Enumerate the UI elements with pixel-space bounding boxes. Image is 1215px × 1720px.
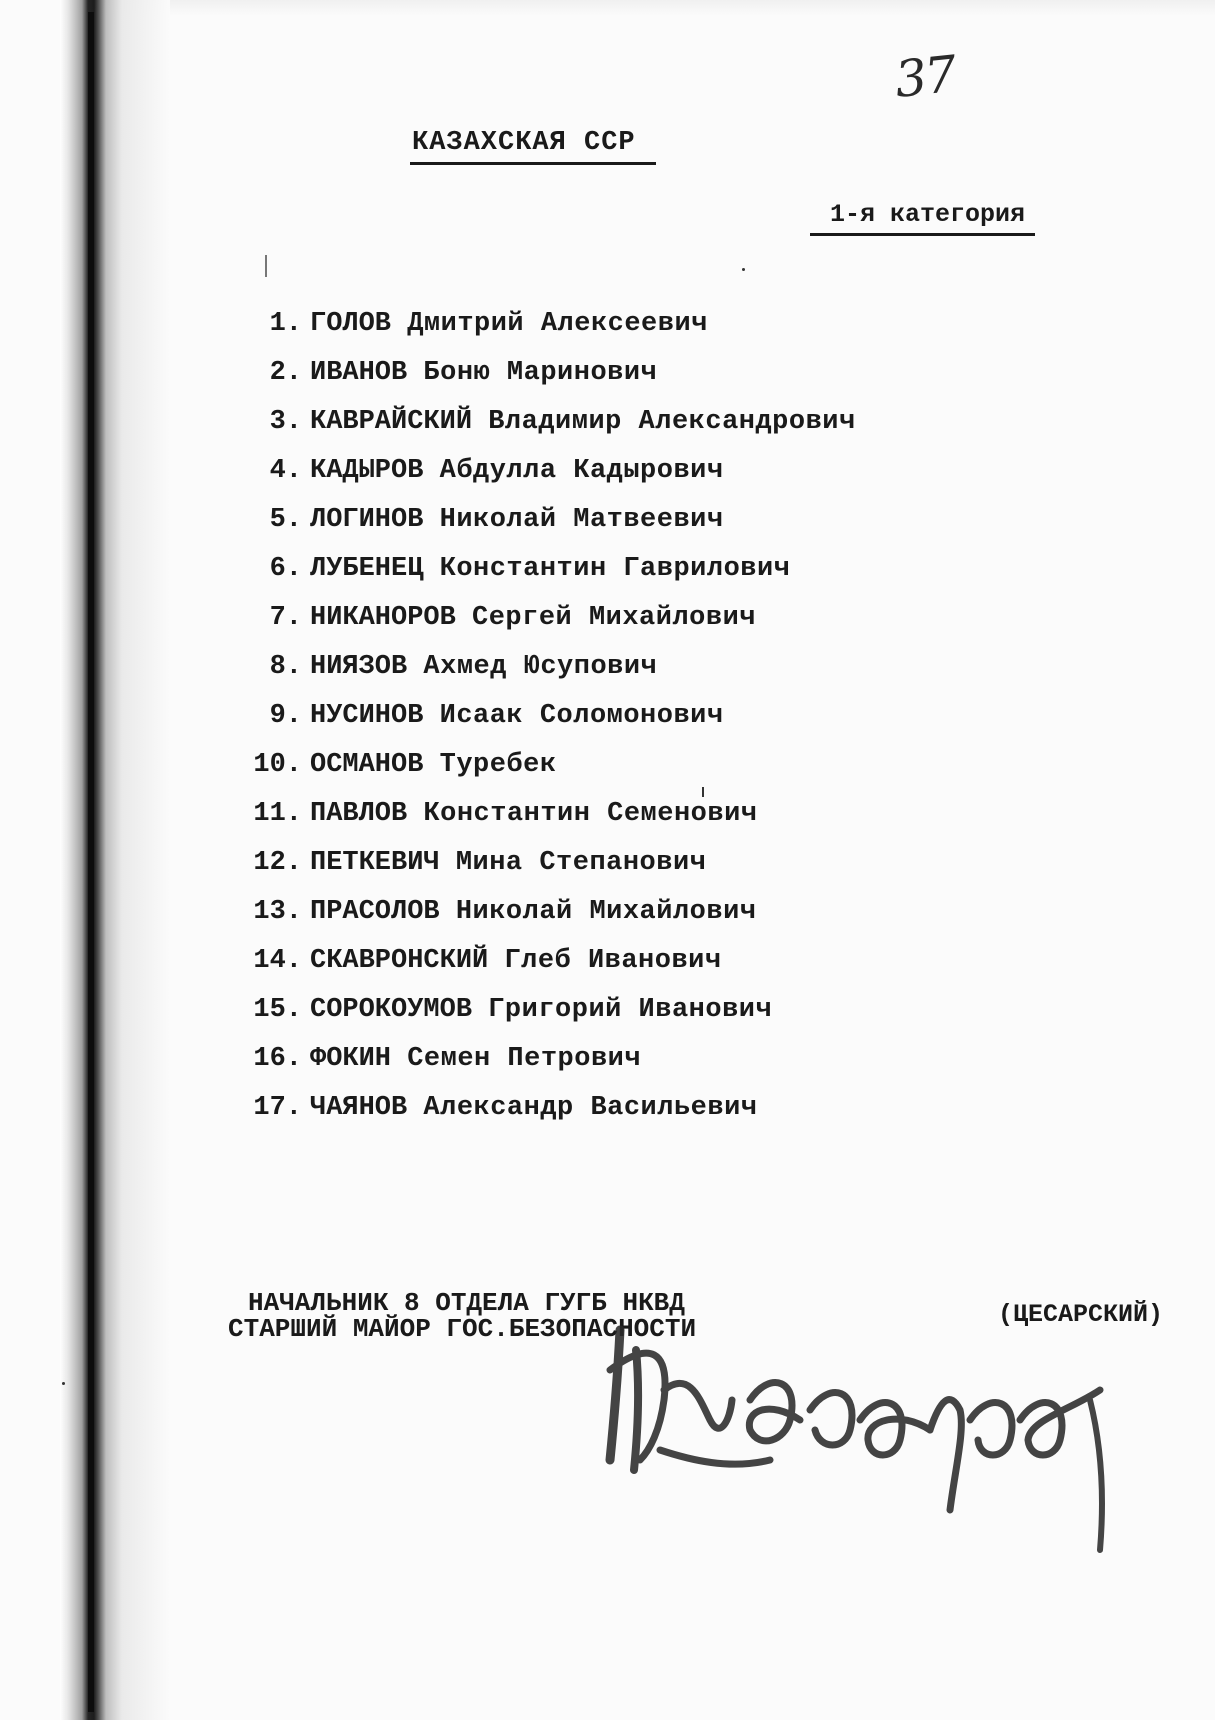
list-item [230, 937, 856, 986]
item-surname: ЛОГИНОВ [310, 505, 424, 535]
item-surname: ОСМАНОВ [310, 750, 424, 780]
item-number: 7. [269, 603, 302, 633]
document-title: КАЗАХСКАЯ ССР [410, 128, 656, 165]
item-given-names: Дмитрий Алексеевич [407, 309, 708, 339]
item-number: 8. [269, 652, 302, 682]
item-given-names: Мина Степанович [455, 848, 707, 878]
ink-speck [62, 1382, 65, 1385]
item-given-names: Ахмед Юсупович [423, 652, 658, 682]
item-surname: ЧАЯНОВ [310, 1093, 408, 1123]
item-number: 9. [269, 701, 302, 731]
list-item [230, 300, 856, 349]
item-given-names: Владимир Александрович [488, 407, 856, 437]
list-item [230, 447, 856, 496]
item-number: 11. [253, 799, 302, 829]
list-item [230, 398, 856, 447]
item-given-names: Исаак Соломонович [439, 701, 724, 731]
item-number: 10. [253, 750, 302, 780]
item-number: 1. [269, 309, 302, 339]
list-item [230, 594, 856, 643]
item-given-names: Абдулла Кадырович [439, 456, 724, 486]
list-item [230, 692, 856, 741]
item-given-names: Григорий Иванович [488, 995, 773, 1025]
item-surname: ПЕТКЕВИЧ [310, 848, 440, 878]
item-surname: ПРАСОЛОВ [310, 897, 440, 927]
item-surname: НУСИНОВ [310, 701, 424, 731]
item-given-names: Константин Гаврилович [439, 554, 791, 584]
list-item [230, 1084, 856, 1133]
item-given-names: Николай Михайлович [455, 897, 757, 927]
item-number: 5. [269, 505, 302, 535]
item-surname: НИКАНОРОВ [310, 603, 456, 633]
position-line-2: СТАРШИЙ МАЙОР ГОС.БЕЗОПАСНОСТИ [228, 1314, 697, 1344]
ink-speck [265, 255, 267, 277]
item-surname: ПАВЛОВ [310, 799, 408, 829]
handwritten-signature [600, 1310, 1140, 1570]
page-top-edge [60, 0, 1215, 16]
item-number: 2. [269, 358, 302, 388]
item-given-names: Глеб Иванович [504, 946, 722, 976]
item-given-names: Константин Семенович [423, 799, 758, 829]
item-number: 14. [253, 946, 302, 976]
ink-speck [742, 268, 745, 271]
list-item [230, 545, 856, 594]
item-surname: ГОЛОВ [310, 309, 392, 339]
list-item [230, 349, 856, 398]
page-number: 37 [892, 45, 958, 109]
category-label: 1-я категория [810, 200, 1035, 236]
list-item [230, 839, 856, 888]
item-number: 12. [253, 848, 302, 878]
item-number: 16. [253, 1044, 302, 1074]
item-number: 15. [253, 995, 302, 1025]
item-number: 17. [253, 1093, 302, 1123]
list-item [230, 888, 856, 937]
item-number: 6. [269, 554, 302, 584]
binding-shadow [60, 0, 170, 1720]
list-item [230, 790, 856, 839]
ink-speck [702, 787, 704, 797]
item-number: 4. [269, 456, 302, 486]
item-given-names: Семен Петрович [407, 1044, 642, 1074]
names-list [230, 300, 856, 1133]
item-given-names: Туребек [439, 750, 557, 780]
item-given-names: Боню Маринович [423, 358, 658, 388]
position-line-1: НАЧАЛЬНИК 8 ОТДЕЛА ГУГБ НКВД [248, 1288, 685, 1318]
item-given-names: Николай Матвеевич [439, 505, 724, 535]
binding-edge [88, 12, 94, 1712]
item-surname: СКАВРОНСКИЙ [310, 946, 489, 976]
item-number: 13. [253, 897, 302, 927]
list-item [230, 496, 856, 545]
item-surname: НИЯЗОВ [310, 652, 408, 682]
item-surname: ФОКИН [310, 1044, 392, 1074]
item-surname: КАДЫРОВ [310, 456, 424, 486]
item-number: 3. [269, 407, 302, 437]
item-given-names: Сергей Михайлович [472, 603, 756, 633]
list-item [230, 1035, 856, 1084]
item-surname: ЛУБЕНЕЦ [310, 554, 424, 584]
item-surname: ИВАНОВ [310, 358, 408, 388]
list-item [230, 741, 856, 790]
item-given-names: Александр Васильевич [423, 1093, 758, 1123]
signatory-name: (ЦЕСАРСКИЙ) [998, 1300, 1164, 1329]
item-surname: СОРОКОУМОВ [310, 995, 473, 1025]
item-surname: КАВРАЙСКИЙ [310, 407, 473, 437]
list-item [230, 643, 856, 692]
list-item [230, 986, 856, 1035]
